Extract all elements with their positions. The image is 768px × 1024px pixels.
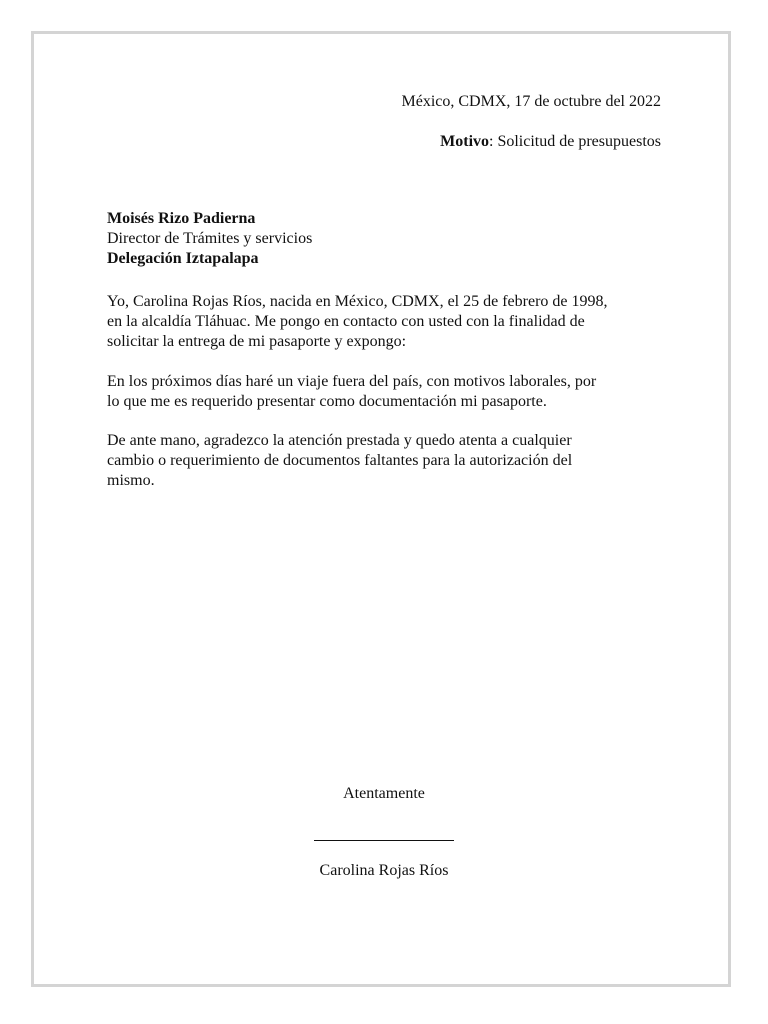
- recipient-name: Moisés Rizo Padierna: [107, 210, 256, 227]
- paragraph-line: cambio o requerimiento de documentos faltantes para la autorización del: [107, 452, 573, 469]
- paragraph-line: En los próximos días haré un viaje fuera del país, con motivos laborales, por: [107, 373, 597, 390]
- closing-salutation: Atentamente: [343, 785, 425, 802]
- signature-name: Carolina Rojas Ríos: [319, 862, 449, 879]
- recipient-title: Director de Trámites y servicios: [107, 230, 313, 247]
- paragraph-line: mismo.: [107, 472, 155, 489]
- document-page: [31, 31, 731, 987]
- signature-line: [314, 840, 454, 841]
- paragraph-line: De ante mano, agradezco la atención prestada y quedo atenta a cualquier: [107, 432, 572, 449]
- subject-line: [440, 132, 661, 152]
- paragraph-line: lo que me es requerido presentar como documentación mi pasaporte.: [107, 393, 547, 410]
- paragraph-line: en la alcaldía Tláhuac. Me pongo en contacto con usted con la finalidad de: [107, 313, 585, 330]
- body-paragraph-3: [107, 431, 667, 491]
- subject-text: : Solicitud de presupuestos: [489, 133, 661, 150]
- body-paragraph-2: [107, 372, 667, 412]
- body-paragraph-1: [107, 292, 667, 352]
- paragraph-line: solicitar la entrega de mi pasaporte y expongo:: [107, 333, 407, 350]
- paragraph-line: Yo, Carolina Rojas Ríos, nacida en México, CDMX, el 25 de febrero de 1998,: [107, 293, 608, 310]
- date-line: México, CDMX, 17 de octubre del 2022: [401, 93, 661, 110]
- subject-label: Motivo: [440, 133, 490, 150]
- recipient-organization: Delegación Iztapalapa: [107, 250, 259, 267]
- recipient-block: [107, 209, 667, 269]
